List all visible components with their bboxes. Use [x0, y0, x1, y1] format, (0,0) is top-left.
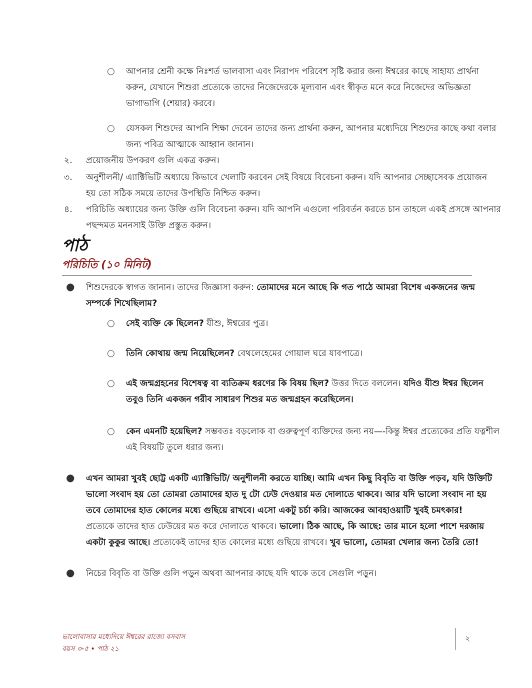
- footer-title: ভালোবাসার মধ্যেদিয়ে ঈশ্বরের রাজ্যে বসবাস: [62, 633, 186, 641]
- circle-bullet-icon: ○: [107, 349, 115, 359]
- final-instruction: নিচের বিবৃতি বা উক্তি গুলি পড়ুন অথবা আপনার কাছে যদি থাকে তবে সেগুলি পড়ুন।: [86, 569, 377, 579]
- footer-subtitle: বয়স ৩-৫ • পাঠ ২১: [62, 645, 119, 653]
- numbered-item: অনুশীলনী/ এ্যাক্টিভিটি অধ্যায়ে কিভাবে খেলাটি করবেন সেই বিষয়ে বিবেচনা করুন। যদি আপনার সেচ্ছাসেবক প্রয়োজন হয় তো সঠিক সময়ে তাদের উপস্থিতি নিশ্চিত করুন।: [86, 173, 488, 199]
- numbered-item: প্রয়োজনীয় উপকরণ গুলি একত্র করুন।: [86, 156, 220, 166]
- question-item: তিনি কোথায় জন্ম নিয়েছিলেন? বেথলেহেমের গোয়াল ঘরে যাবপাত্রে।: [126, 349, 363, 359]
- circle-bullet-icon: ○: [107, 319, 115, 329]
- circle-bullet-icon: ○: [107, 427, 115, 437]
- intro-paragraph: শিশুদেরকে স্বাগত জানান। তাদের জিজ্ঞাসা করুন: তোমাদের মনে আছে কি গত পাঠে আমরা বিশেষ একজনের জন্ম সম্পর্কে শিখেছিলাম?: [86, 283, 476, 309]
- prep-bullet-1: আপনার শ্রেনী কক্ষে নিঃশর্ত ভালবাসা এবং নিরাপদ পরিবেশ সৃষ্টি করার জন্য ঈশ্বরের কাছে সাহায্য প্রার্থনা করুন, যেখানে শিশুরা প্রত্যেকে তাদের নিজেদেরকে মূল্যবান এবং স্বীকৃত মনে করে নিজেদের অভিজ্ঞতা ভাগাভাগি (শেয়ার) করবে।: [126, 67, 480, 109]
- circle-bullet-icon: ○: [107, 124, 115, 134]
- prep-bullet-2: যেসকল শিশুদের আপনি শিক্ষা দেবেন তাদের জন্য প্রার্থনা করুন, আপনার মধ্যেদিয়ে শিশুদের কাছে কথা বলার জন্য পবিত্র আত্মাকে আহ্বান জানান।: [126, 124, 497, 150]
- footer-divider: [455, 628, 456, 650]
- subsection-heading: পরিচিতি (১০ মিনিট): [62, 259, 152, 271]
- heading-divider: [62, 275, 472, 276]
- list-number: ৩.: [64, 173, 73, 183]
- bullet-icon: ●: [66, 568, 75, 579]
- question-item: কেন এমনটি হয়েছিল? সম্ভবতঃ বড়লোক বা গুরুত্বপূর্ণ ব্যক্তিদের জন্য নয়—-কিন্তু ঈশ্বর প্রত্যেকের প্রতি যত্নশীল এই বিষয়টি তুলে ধরার জন্য।: [126, 427, 500, 453]
- list-number: ৪.: [64, 205, 73, 215]
- circle-bullet-icon: ○: [107, 67, 115, 77]
- numbered-item: পরিচিতি অধ্যায়ের জন্য উক্তি গুলি বিবেচনা করুন। যদি আপনি এগুলো পরিবর্তন করতে চান তাহলে একই প্রসঙ্গে আপনার পছন্দমত মননসাই উক্তি প্রস্তুত করুন।: [86, 205, 501, 231]
- section-heading: পাঠ: [62, 236, 88, 256]
- activity-paragraph: এখন আমরা খুবই ছোট্ট একটি এ্যাক্টিভিটি/ অনুশীলনী করতে যাচ্ছি। আমি এখন কিছু বিবৃতি বা উক্তি পড়ব, যদি উক্তিটি ভালো সংবাদ হয় তো তোমরা তোমাদের হাত দু টো ঢেউ দেওয়ার মত দোলাতে থাকবে। আর যদি ভালো সংবাদ না হয় তবে তোমাদের হাত কোলের মধ্যে গুছিয়ে রাখবে। এসো একটু চর্চা করি। আজকের আবহাওয়াটি খুবই চমৎকার! প্রত্যেকে তাদের হাত ঢেউয়ের মত করে দোলাতে থাকবে। ভালো। ঠিক আছে, কি আছে: তার মানে হলো পাশে দরজায় একটা কুকুর আছে। প্রত্যেকেই তাদের হাত কোলের মধ্যে গুছিয়ে রাখবে। খুব ভালো, তোমরা খেলার জন্য তৈরি তো!: [86, 474, 493, 548]
- page-number: ২: [465, 634, 471, 643]
- question-item: এই জন্মগ্রহনের বিশেষত্ব বা ব্যতিক্রম ধরণের কি বিষয় ছিল? উত্তর দিতে বললেন। যদিও যীশু ঈশ্বর ছিলেন তবুও তিনি একজন গরীব সাধারণ শিশুর মত জন্মগ্রহন করেছিলেন।: [126, 379, 484, 405]
- bullet-icon: ●: [66, 282, 75, 293]
- list-number: ২.: [64, 156, 73, 166]
- circle-bullet-icon: ○: [107, 379, 115, 389]
- bullet-icon: ●: [66, 473, 75, 484]
- question-item: সেই ব্যক্তি কে ছিলেন? যীশু, ঈশ্বরের পুত্র।: [126, 319, 269, 329]
